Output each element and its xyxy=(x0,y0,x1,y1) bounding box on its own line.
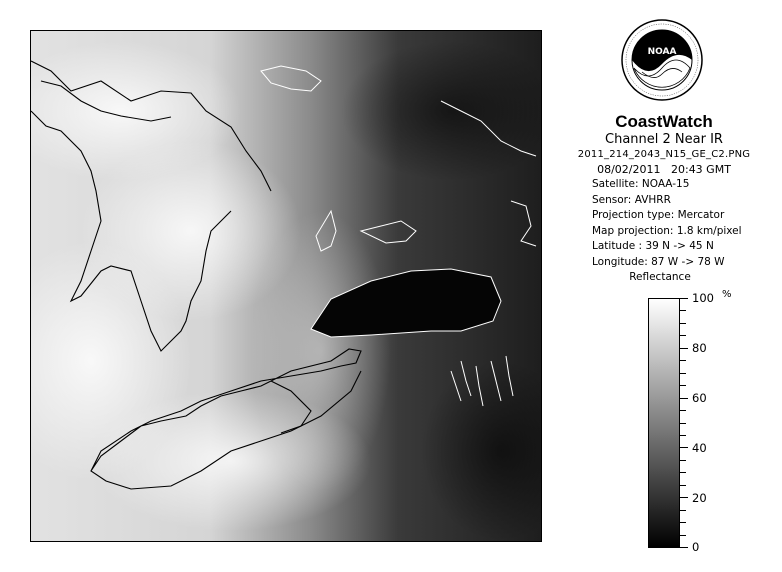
colorbar-tick xyxy=(680,547,688,548)
colorbar-tick xyxy=(680,360,686,361)
meta-projection-type: Projection type: Mercator xyxy=(592,209,725,221)
filename: 2011_214_2043_N15_GE_C2.PNG xyxy=(577,149,751,160)
meta-latitude: Latitude : 39 N -> 45 N xyxy=(592,240,714,252)
colorbar-tick xyxy=(680,423,686,424)
brand-title: CoastWatch xyxy=(615,112,713,131)
meta-longitude: Longitude: 87 W -> 78 W xyxy=(592,255,725,268)
meta-sensor: Sensor: AVHRR xyxy=(592,193,671,206)
colorbar-label-100: 100 xyxy=(692,291,714,305)
colorbar-tick xyxy=(680,447,688,448)
datetime xyxy=(566,162,762,177)
colorbar-tick xyxy=(680,460,686,461)
colorbar-tick xyxy=(680,472,686,473)
colorbar-tick xyxy=(680,522,686,523)
metadata-list xyxy=(592,177,772,270)
colorbar-label-60: 60 xyxy=(692,391,707,405)
colorbar-tick xyxy=(680,310,686,311)
colorbar-label-0: 0 xyxy=(692,540,700,554)
colorbar-tick xyxy=(680,410,686,411)
colorbar-ticks xyxy=(680,298,692,548)
colorbar-tick xyxy=(680,385,686,386)
colorbar-tick xyxy=(680,510,686,511)
meta-map-projection: Map projection: 1.8 km/pixel xyxy=(592,224,742,237)
colorbar-tick xyxy=(680,323,686,324)
colorbar xyxy=(648,298,680,548)
colorbar-label-40: 40 xyxy=(692,441,707,455)
satellite-image xyxy=(30,30,542,542)
colorbar-tick xyxy=(680,497,688,498)
colorbar-tick xyxy=(680,298,688,299)
colorbar-label-80: 80 xyxy=(692,341,707,355)
satellite-map xyxy=(31,31,541,541)
date-text: 08/02/2011 xyxy=(597,163,661,176)
meta-satellite: Satellite: NOAA-15 xyxy=(592,178,690,190)
colorbar-tick xyxy=(680,373,686,374)
noaa-logo xyxy=(620,18,704,102)
colorbar-tick xyxy=(680,335,686,336)
info-header xyxy=(566,112,762,177)
logo-text: NOAA xyxy=(647,47,677,57)
colorbar-label-20: 20 xyxy=(692,491,707,505)
channel-label: Channel 2 Near IR xyxy=(605,132,723,147)
colorbar-tick xyxy=(680,485,686,486)
colorbar-tick xyxy=(680,348,688,349)
colorbar-tick xyxy=(680,398,688,399)
noaa-seal-icon xyxy=(620,18,704,102)
time-text: 20:43 GMT xyxy=(670,163,731,176)
colorbar-title: Reflectance xyxy=(629,271,691,283)
colorbar-unit: % xyxy=(722,289,732,300)
colorbar-tick xyxy=(680,535,686,536)
colorbar-tick xyxy=(680,435,686,436)
